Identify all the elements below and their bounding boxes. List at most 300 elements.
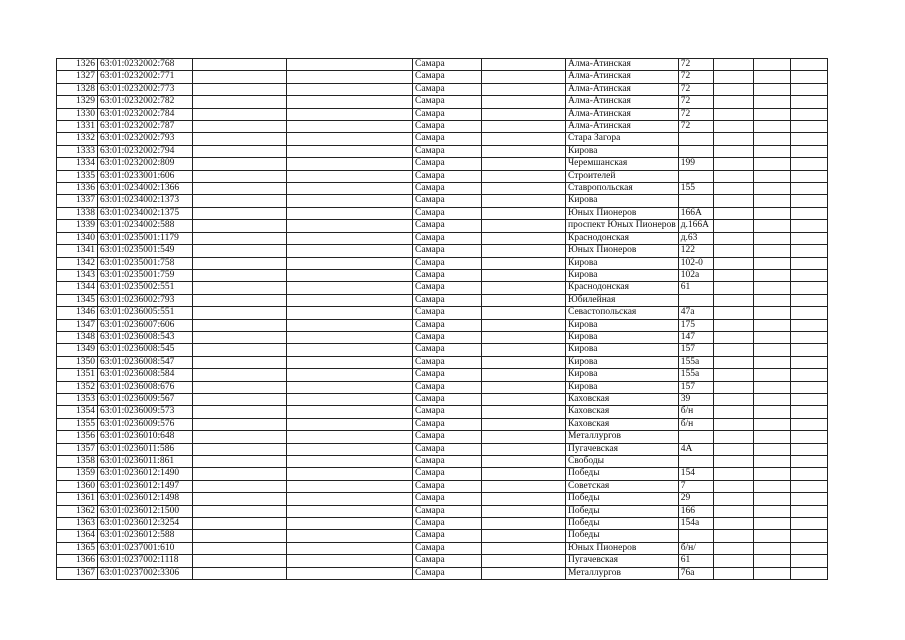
empty-cell — [790, 96, 827, 108]
house-cell: 122 — [678, 245, 713, 257]
cadastral-number: 63:01:0232002:782 — [98, 96, 193, 108]
house-cell: 166 — [678, 505, 713, 517]
house-cell: 61 — [678, 555, 713, 567]
empty-cell — [753, 232, 790, 244]
house-cell: 102-0 — [678, 257, 713, 269]
table-row — [57, 381, 828, 393]
empty-cell — [790, 406, 827, 418]
row-number: 1359 — [57, 468, 98, 480]
house-cell: 72 — [678, 83, 713, 95]
empty-cell — [482, 257, 566, 269]
cadastral-number: 63:01:0234002:1375 — [98, 207, 193, 219]
empty-cell — [790, 195, 827, 207]
house-cell: 72 — [678, 121, 713, 133]
empty-cell — [713, 418, 753, 430]
empty-cell — [713, 232, 753, 244]
empty-cell — [713, 493, 753, 505]
empty-cell — [790, 443, 827, 455]
empty-cell — [193, 121, 287, 133]
street-cell: Кирова — [566, 356, 679, 368]
cadastral-number: 63:01:0232002:784 — [98, 108, 193, 120]
empty-cell — [193, 344, 287, 356]
empty-cell — [193, 183, 287, 195]
house-cell: 155а — [678, 369, 713, 381]
table-row — [57, 269, 828, 281]
empty-cell — [790, 145, 827, 157]
table-row — [57, 443, 828, 455]
empty-cell — [287, 71, 413, 83]
city-cell: Самара — [413, 133, 482, 145]
house-cell — [678, 195, 713, 207]
empty-cell — [713, 505, 753, 517]
empty-cell — [193, 493, 287, 505]
empty-cell — [482, 220, 566, 232]
empty-cell — [713, 220, 753, 232]
empty-cell — [753, 220, 790, 232]
empty-cell — [753, 567, 790, 579]
empty-cell — [790, 319, 827, 331]
cadastral-number: 63:01:0235001:758 — [98, 257, 193, 269]
street-cell: Каховская — [566, 406, 679, 418]
house-cell: 175 — [678, 319, 713, 331]
empty-cell — [193, 393, 287, 405]
row-number: 1332 — [57, 133, 98, 145]
empty-cell — [193, 133, 287, 145]
empty-cell — [713, 195, 753, 207]
empty-cell — [753, 493, 790, 505]
empty-cell — [713, 443, 753, 455]
city-cell: Самара — [413, 381, 482, 393]
empty-cell — [790, 480, 827, 492]
empty-cell — [790, 555, 827, 567]
row-number: 1342 — [57, 257, 98, 269]
empty-cell — [482, 542, 566, 554]
empty-cell — [790, 381, 827, 393]
cadastral-number: 63:01:0236005:551 — [98, 307, 193, 319]
empty-cell — [482, 145, 566, 157]
empty-cell — [287, 431, 413, 443]
row-number: 1330 — [57, 108, 98, 120]
empty-cell — [287, 406, 413, 418]
cadastral-number: 63:01:0232002:794 — [98, 145, 193, 157]
city-cell: Самара — [413, 456, 482, 468]
street-cell: Кирова — [566, 195, 679, 207]
empty-cell — [790, 518, 827, 530]
city-cell: Самара — [413, 170, 482, 182]
empty-cell — [482, 493, 566, 505]
cadastral-number: 63:01:0236008:547 — [98, 356, 193, 368]
empty-cell — [753, 518, 790, 530]
empty-cell — [193, 158, 287, 170]
city-cell: Самара — [413, 443, 482, 455]
table-row — [57, 207, 828, 219]
house-cell: 155а — [678, 356, 713, 368]
empty-cell — [713, 567, 753, 579]
empty-cell — [753, 158, 790, 170]
empty-cell — [713, 518, 753, 530]
empty-cell — [482, 59, 566, 71]
empty-cell — [287, 307, 413, 319]
empty-cell — [713, 145, 753, 157]
empty-cell — [287, 456, 413, 468]
table-row — [57, 145, 828, 157]
empty-cell — [287, 319, 413, 331]
empty-cell — [287, 145, 413, 157]
cadastral-number: 63:01:0237002:3306 — [98, 567, 193, 579]
house-cell: 147 — [678, 331, 713, 343]
empty-cell — [790, 245, 827, 257]
empty-cell — [193, 83, 287, 95]
empty-cell — [753, 530, 790, 542]
cadastral-number: 63:01:0236011:586 — [98, 443, 193, 455]
cadastral-number: 63:01:0236008:545 — [98, 344, 193, 356]
empty-cell — [482, 108, 566, 120]
house-cell: б/н/ — [678, 542, 713, 554]
empty-cell — [753, 381, 790, 393]
city-cell: Самара — [413, 145, 482, 157]
cadastral-number: 63:01:0236008:584 — [98, 369, 193, 381]
city-cell: Самара — [413, 245, 482, 257]
street-cell: Пугачевская — [566, 443, 679, 455]
city-cell: Самара — [413, 319, 482, 331]
house-cell — [678, 456, 713, 468]
cadastral-number: 63:01:0232002:809 — [98, 158, 193, 170]
empty-cell — [193, 257, 287, 269]
house-cell: д.166А — [678, 220, 713, 232]
empty-cell — [713, 480, 753, 492]
empty-cell — [287, 505, 413, 517]
row-number: 1333 — [57, 145, 98, 157]
empty-cell — [482, 518, 566, 530]
empty-cell — [753, 83, 790, 95]
empty-cell — [193, 381, 287, 393]
empty-cell — [193, 108, 287, 120]
empty-cell — [193, 195, 287, 207]
empty-cell — [287, 331, 413, 343]
cadastral-number: 63:01:0235001:1179 — [98, 232, 193, 244]
empty-cell — [753, 319, 790, 331]
empty-cell — [482, 406, 566, 418]
row-number: 1351 — [57, 369, 98, 381]
empty-cell — [482, 331, 566, 343]
empty-cell — [193, 518, 287, 530]
empty-cell — [713, 245, 753, 257]
city-cell: Самара — [413, 431, 482, 443]
empty-cell — [482, 369, 566, 381]
city-cell: Самара — [413, 269, 482, 281]
street-cell: Каховская — [566, 418, 679, 430]
empty-cell — [482, 83, 566, 95]
empty-cell — [753, 393, 790, 405]
city-cell: Самара — [413, 257, 482, 269]
empty-cell — [193, 431, 287, 443]
empty-cell — [790, 493, 827, 505]
empty-cell — [790, 158, 827, 170]
city-cell: Самара — [413, 108, 482, 120]
city-cell: Самара — [413, 356, 482, 368]
row-number: 1364 — [57, 530, 98, 542]
table-row — [57, 71, 828, 83]
empty-cell — [713, 468, 753, 480]
empty-cell — [482, 356, 566, 368]
empty-cell — [753, 418, 790, 430]
table-row — [57, 369, 828, 381]
house-cell — [678, 145, 713, 157]
empty-cell — [482, 96, 566, 108]
empty-cell — [287, 59, 413, 71]
empty-cell — [790, 207, 827, 219]
empty-cell — [287, 121, 413, 133]
city-cell: Самара — [413, 232, 482, 244]
empty-cell — [193, 505, 287, 517]
table-row — [57, 344, 828, 356]
row-number: 1335 — [57, 170, 98, 182]
house-cell: 155 — [678, 183, 713, 195]
street-cell: Севастопольская — [566, 307, 679, 319]
empty-cell — [287, 158, 413, 170]
empty-cell — [287, 207, 413, 219]
street-cell: Краснодонская — [566, 232, 679, 244]
empty-cell — [193, 269, 287, 281]
empty-cell — [753, 356, 790, 368]
row-number: 1341 — [57, 245, 98, 257]
row-number: 1336 — [57, 183, 98, 195]
empty-cell — [713, 71, 753, 83]
empty-cell — [790, 356, 827, 368]
table-row — [57, 133, 828, 145]
row-number: 1338 — [57, 207, 98, 219]
row-number: 1354 — [57, 406, 98, 418]
empty-cell — [790, 418, 827, 430]
empty-cell — [713, 555, 753, 567]
empty-cell — [790, 505, 827, 517]
house-cell: 47а — [678, 307, 713, 319]
empty-cell — [193, 406, 287, 418]
empty-cell — [287, 418, 413, 430]
cadastral-number: 63:01:0237002:1118 — [98, 555, 193, 567]
empty-cell — [193, 567, 287, 579]
city-cell: Самара — [413, 71, 482, 83]
empty-cell — [790, 257, 827, 269]
street-cell: Победы — [566, 505, 679, 517]
empty-cell — [713, 356, 753, 368]
row-number: 1360 — [57, 480, 98, 492]
empty-cell — [753, 294, 790, 306]
street-cell: Победы — [566, 518, 679, 530]
street-cell: Юбилейная — [566, 294, 679, 306]
empty-cell — [287, 195, 413, 207]
empty-cell — [482, 282, 566, 294]
city-cell: Самара — [413, 468, 482, 480]
empty-cell — [713, 530, 753, 542]
city-cell: Самара — [413, 207, 482, 219]
city-cell: Самара — [413, 195, 482, 207]
cadastral-number: 63:01:0235001:759 — [98, 269, 193, 281]
empty-cell — [753, 505, 790, 517]
row-number: 1329 — [57, 96, 98, 108]
empty-cell — [193, 530, 287, 542]
city-cell: Самара — [413, 294, 482, 306]
empty-cell — [482, 456, 566, 468]
empty-cell — [753, 145, 790, 157]
street-cell: Свободы — [566, 456, 679, 468]
city-cell: Самара — [413, 331, 482, 343]
empty-cell — [287, 468, 413, 480]
table-row — [57, 431, 828, 443]
empty-cell — [482, 418, 566, 430]
street-cell: Стара Загора — [566, 133, 679, 145]
empty-cell — [193, 307, 287, 319]
city-cell: Самара — [413, 282, 482, 294]
empty-cell — [482, 71, 566, 83]
empty-cell — [287, 133, 413, 145]
city-cell: Самара — [413, 530, 482, 542]
empty-cell — [482, 530, 566, 542]
city-cell: Самара — [413, 555, 482, 567]
street-cell: Кирова — [566, 331, 679, 343]
cadastral-number: 63:01:0236012:588 — [98, 530, 193, 542]
street-cell: Краснодонская — [566, 282, 679, 294]
empty-cell — [790, 220, 827, 232]
row-number: 1357 — [57, 443, 98, 455]
row-number: 1327 — [57, 71, 98, 83]
empty-cell — [287, 96, 413, 108]
empty-cell — [193, 294, 287, 306]
records-table — [56, 58, 828, 580]
empty-cell — [790, 456, 827, 468]
empty-cell — [482, 121, 566, 133]
empty-cell — [482, 393, 566, 405]
cadastral-number: 63:01:0236012:1497 — [98, 480, 193, 492]
empty-cell — [790, 468, 827, 480]
empty-cell — [753, 406, 790, 418]
street-cell: Юных Пионеров — [566, 542, 679, 554]
house-cell: 199 — [678, 158, 713, 170]
row-number: 1353 — [57, 393, 98, 405]
empty-cell — [287, 83, 413, 95]
empty-cell — [287, 480, 413, 492]
table-row — [57, 108, 828, 120]
cadastral-number: 63:01:0236012:3254 — [98, 518, 193, 530]
table-row — [57, 307, 828, 319]
empty-cell — [753, 59, 790, 71]
house-cell: 72 — [678, 108, 713, 120]
empty-cell — [713, 108, 753, 120]
city-cell: Самара — [413, 83, 482, 95]
cadastral-number: 63:01:0236009:573 — [98, 406, 193, 418]
empty-cell — [482, 170, 566, 182]
house-cell: д.63 — [678, 232, 713, 244]
city-cell: Самара — [413, 344, 482, 356]
cadastral-number: 63:01:0232002:773 — [98, 83, 193, 95]
empty-cell — [713, 344, 753, 356]
street-cell: Алма-Атинская — [566, 71, 679, 83]
empty-cell — [287, 257, 413, 269]
empty-cell — [790, 269, 827, 281]
street-cell: Металлургов — [566, 431, 679, 443]
empty-cell — [713, 381, 753, 393]
table-row — [57, 542, 828, 554]
empty-cell — [713, 456, 753, 468]
empty-cell — [753, 121, 790, 133]
row-number: 1328 — [57, 83, 98, 95]
empty-cell — [753, 282, 790, 294]
cadastral-number: 63:01:0232002:768 — [98, 59, 193, 71]
city-cell: Самара — [413, 121, 482, 133]
city-cell: Самара — [413, 393, 482, 405]
house-cell: 154а — [678, 518, 713, 530]
empty-cell — [193, 71, 287, 83]
empty-cell — [790, 232, 827, 244]
row-number: 1365 — [57, 542, 98, 554]
table-row — [57, 158, 828, 170]
empty-cell — [713, 319, 753, 331]
empty-cell — [753, 170, 790, 182]
empty-cell — [287, 443, 413, 455]
house-cell: 61 — [678, 282, 713, 294]
street-cell: Строителей — [566, 170, 679, 182]
empty-cell — [790, 393, 827, 405]
city-cell: Самара — [413, 493, 482, 505]
city-cell: Самара — [413, 518, 482, 530]
table-row — [57, 83, 828, 95]
cadastral-number: 63:01:0236002:793 — [98, 294, 193, 306]
empty-cell — [193, 456, 287, 468]
empty-cell — [287, 294, 413, 306]
empty-cell — [713, 207, 753, 219]
empty-cell — [287, 393, 413, 405]
row-number: 1339 — [57, 220, 98, 232]
street-cell: Ставропольская — [566, 183, 679, 195]
house-cell — [678, 170, 713, 182]
empty-cell — [482, 567, 566, 579]
empty-cell — [753, 108, 790, 120]
empty-cell — [713, 282, 753, 294]
empty-cell — [482, 480, 566, 492]
cadastral-number: 63:01:0235002:551 — [98, 282, 193, 294]
empty-cell — [482, 183, 566, 195]
empty-cell — [482, 443, 566, 455]
empty-cell — [790, 530, 827, 542]
empty-cell — [790, 307, 827, 319]
empty-cell — [713, 393, 753, 405]
empty-cell — [482, 207, 566, 219]
empty-cell — [193, 331, 287, 343]
row-number: 1358 — [57, 456, 98, 468]
house-cell: 76а — [678, 567, 713, 579]
table-row — [57, 518, 828, 530]
empty-cell — [482, 431, 566, 443]
empty-cell — [193, 319, 287, 331]
table-row — [57, 96, 828, 108]
empty-cell — [287, 232, 413, 244]
empty-cell — [753, 195, 790, 207]
empty-cell — [287, 356, 413, 368]
cadastral-number: 63:01:0236007:606 — [98, 319, 193, 331]
empty-cell — [753, 542, 790, 554]
city-cell: Самара — [413, 567, 482, 579]
street-cell: Победы — [566, 468, 679, 480]
city-cell: Самара — [413, 59, 482, 71]
street-cell: Советская — [566, 480, 679, 492]
empty-cell — [713, 294, 753, 306]
street-cell: Алма-Атинская — [566, 83, 679, 95]
street-cell: Кирова — [566, 257, 679, 269]
empty-cell — [753, 344, 790, 356]
table-row — [57, 505, 828, 517]
empty-cell — [713, 542, 753, 554]
cadastral-number: 63:01:0236010:648 — [98, 431, 193, 443]
